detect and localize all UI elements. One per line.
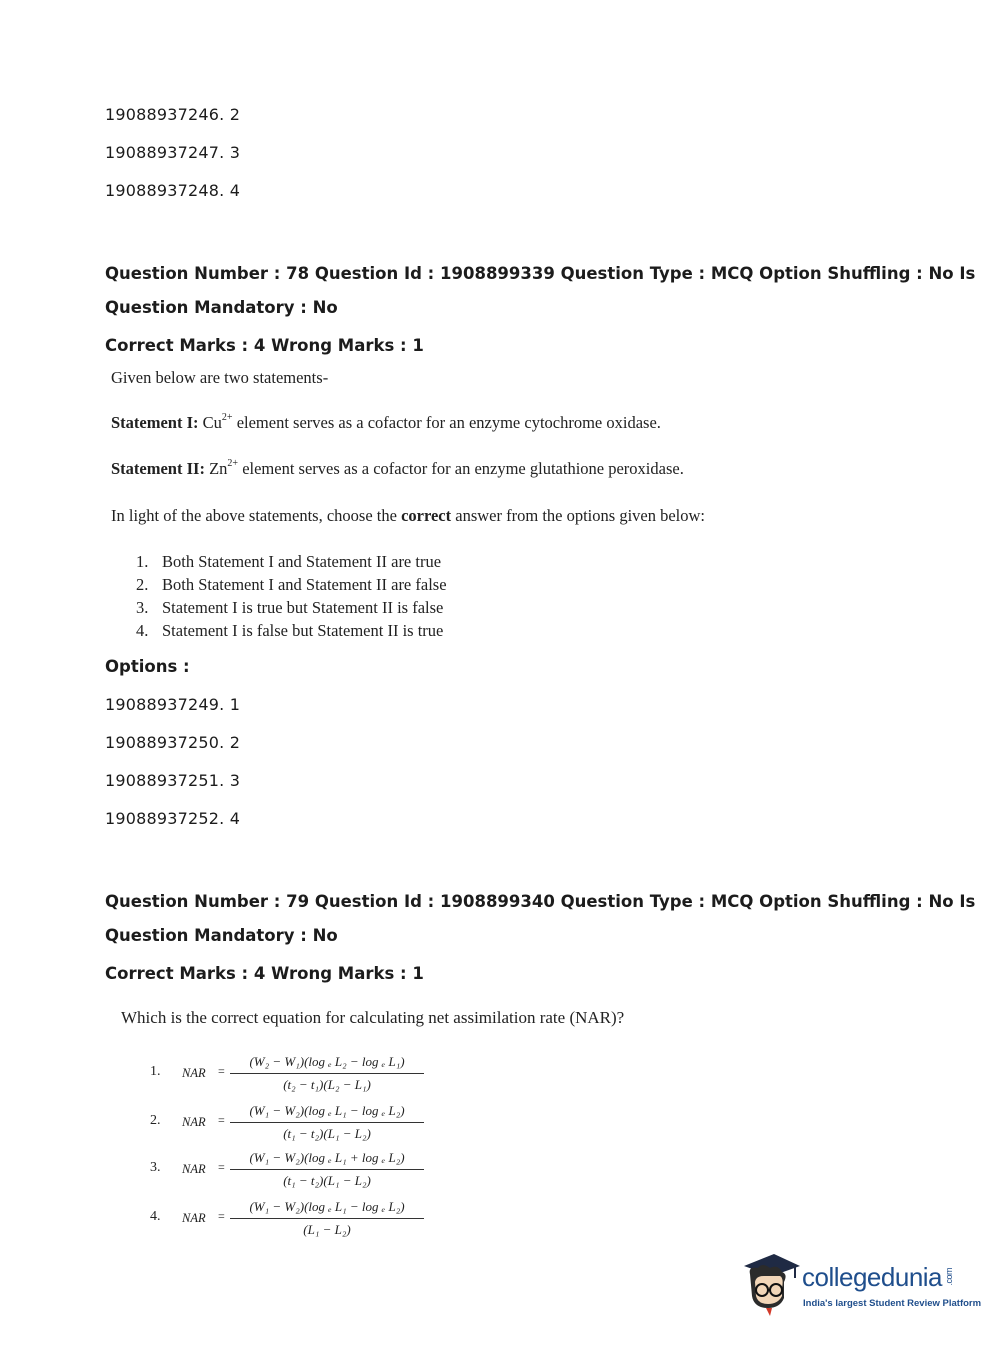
- instruction-part-c: answer from the options given below:: [455, 506, 706, 525]
- q78-choice-2: [136, 575, 447, 595]
- choice-number: 2.: [136, 575, 149, 594]
- statement-1-element: Cu: [202, 413, 222, 432]
- q79-question: Which is the correct equation for calculating net assimilation rate (NAR)?: [121, 1008, 625, 1027]
- q79-header-line1: Question Number : 79 Question Id : 1908899340 Question Type : MCQ Option Shuffling : No Is: [105, 892, 976, 911]
- equation-fraction: [230, 1150, 424, 1189]
- q78-header-line1: Question Number : 78 Question Id : 1908899339 Question Type : MCQ Option Shuffling : No Is: [105, 264, 976, 283]
- choice-text: Statement I is false but Statement II is true: [162, 621, 444, 640]
- option-id-248: 19088937248. 4: [105, 181, 241, 200]
- choice-number: 4.: [136, 621, 149, 640]
- equation-lhs: NAR: [182, 1211, 206, 1225]
- choice-text: Both Statement I and Statement II are false: [162, 575, 447, 594]
- q79-marks: Correct Marks : 4 Wrong Marks : 1: [105, 964, 424, 983]
- fraction-numerator: (W₁ − W₂)(log ₑ L₁ − log ₑ L₂): [230, 1103, 424, 1123]
- equals-sign: =: [218, 1113, 225, 1127]
- statement-2-label: Statement II:: [111, 459, 205, 478]
- q78-choice-1: [136, 552, 441, 572]
- equation-number: 4.: [150, 1209, 161, 1224]
- equals-sign: =: [218, 1064, 225, 1078]
- fraction-denominator: (t₁ − t₂)(L₁ − L₂): [283, 1173, 371, 1188]
- fraction-denominator: (t₁ − t₂)(L₁ − L₂): [283, 1126, 371, 1141]
- option-id-247: 19088937247. 3: [105, 143, 241, 162]
- mascot-icon: [740, 1248, 802, 1318]
- option-id-252: 19088937252. 4: [105, 809, 241, 828]
- logo-suffix: .com: [944, 1268, 955, 1286]
- fraction-denominator: (t₂ − t₁)(L₂ − L₁): [283, 1077, 371, 1092]
- q78-statement-2: [111, 459, 684, 479]
- fraction-numerator: (W₂ − W₁)(log ₑ L₂ − log ₑ L₁): [230, 1054, 424, 1074]
- fraction-denominator: (L₁ − L₂): [303, 1222, 351, 1237]
- equation-fraction: [230, 1054, 424, 1093]
- equation-lhs: NAR: [182, 1115, 206, 1129]
- statement-1-charge: 2+: [221, 411, 233, 423]
- option-id-250: 19088937250. 2: [105, 733, 241, 752]
- equation-fraction: [230, 1103, 424, 1142]
- choice-text: Both Statement I and Statement II are true: [162, 552, 442, 571]
- option-id-246: 19088937246. 2: [105, 105, 241, 124]
- logo-tagline: India's largest Student Review Platform: [803, 1298, 982, 1309]
- option-id-251: 19088937251. 3: [105, 771, 241, 790]
- logo-name: collegedunia: [802, 1262, 943, 1292]
- fraction-numerator: (W₁ − W₂)(log ₑ L₁ + log ₑ L₂): [230, 1150, 424, 1170]
- option-id-249: 19088937249. 1: [105, 695, 241, 714]
- equals-sign: =: [218, 1160, 225, 1174]
- choice-text: Statement I is true but Statement II is false: [162, 598, 444, 617]
- equation-number: 2.: [150, 1113, 161, 1128]
- q78-marks: Correct Marks : 4 Wrong Marks : 1: [105, 336, 424, 355]
- logo-wordmark: [802, 1262, 954, 1293]
- q78-intro: Given below are two statements-: [111, 368, 329, 387]
- equals-sign: =: [218, 1209, 225, 1223]
- statement-2-text: element serves as a cofactor for an enzyme glutathione peroxidase.: [242, 459, 684, 478]
- q78-statement-1: [111, 413, 661, 433]
- statement-2-element: Zn: [209, 459, 228, 478]
- statement-1-text: element serves as a cofactor for an enzyme cytochrome oxidase.: [236, 413, 661, 432]
- equation-number: 1.: [150, 1064, 161, 1079]
- fraction-numerator: (W₁ − W₂)(log ₑ L₁ − log ₑ L₂): [230, 1199, 424, 1219]
- choice-number: 1.: [136, 552, 149, 571]
- collegedunia-logo: [740, 1248, 982, 1318]
- q78-header-line2: Question Mandatory : No: [105, 298, 338, 317]
- instruction-part-a: In light of the above statements, choose the: [111, 506, 397, 525]
- instruction-bold: correct: [401, 506, 452, 525]
- equation-lhs: NAR: [182, 1162, 206, 1176]
- statement-1-label: Statement I:: [111, 413, 199, 432]
- equation-fraction: [230, 1199, 424, 1238]
- q78-instruction: [111, 506, 705, 526]
- choice-number: 3.: [136, 598, 149, 617]
- q78-choice-4: [136, 621, 443, 641]
- equation-lhs: NAR: [182, 1066, 206, 1080]
- statement-2-charge: 2+: [227, 457, 239, 469]
- q78-options-label: Options :: [105, 657, 190, 676]
- equation-number: 3.: [150, 1160, 161, 1175]
- q78-choice-3: [136, 598, 443, 618]
- q79-header-line2: Question Mandatory : No: [105, 926, 338, 945]
